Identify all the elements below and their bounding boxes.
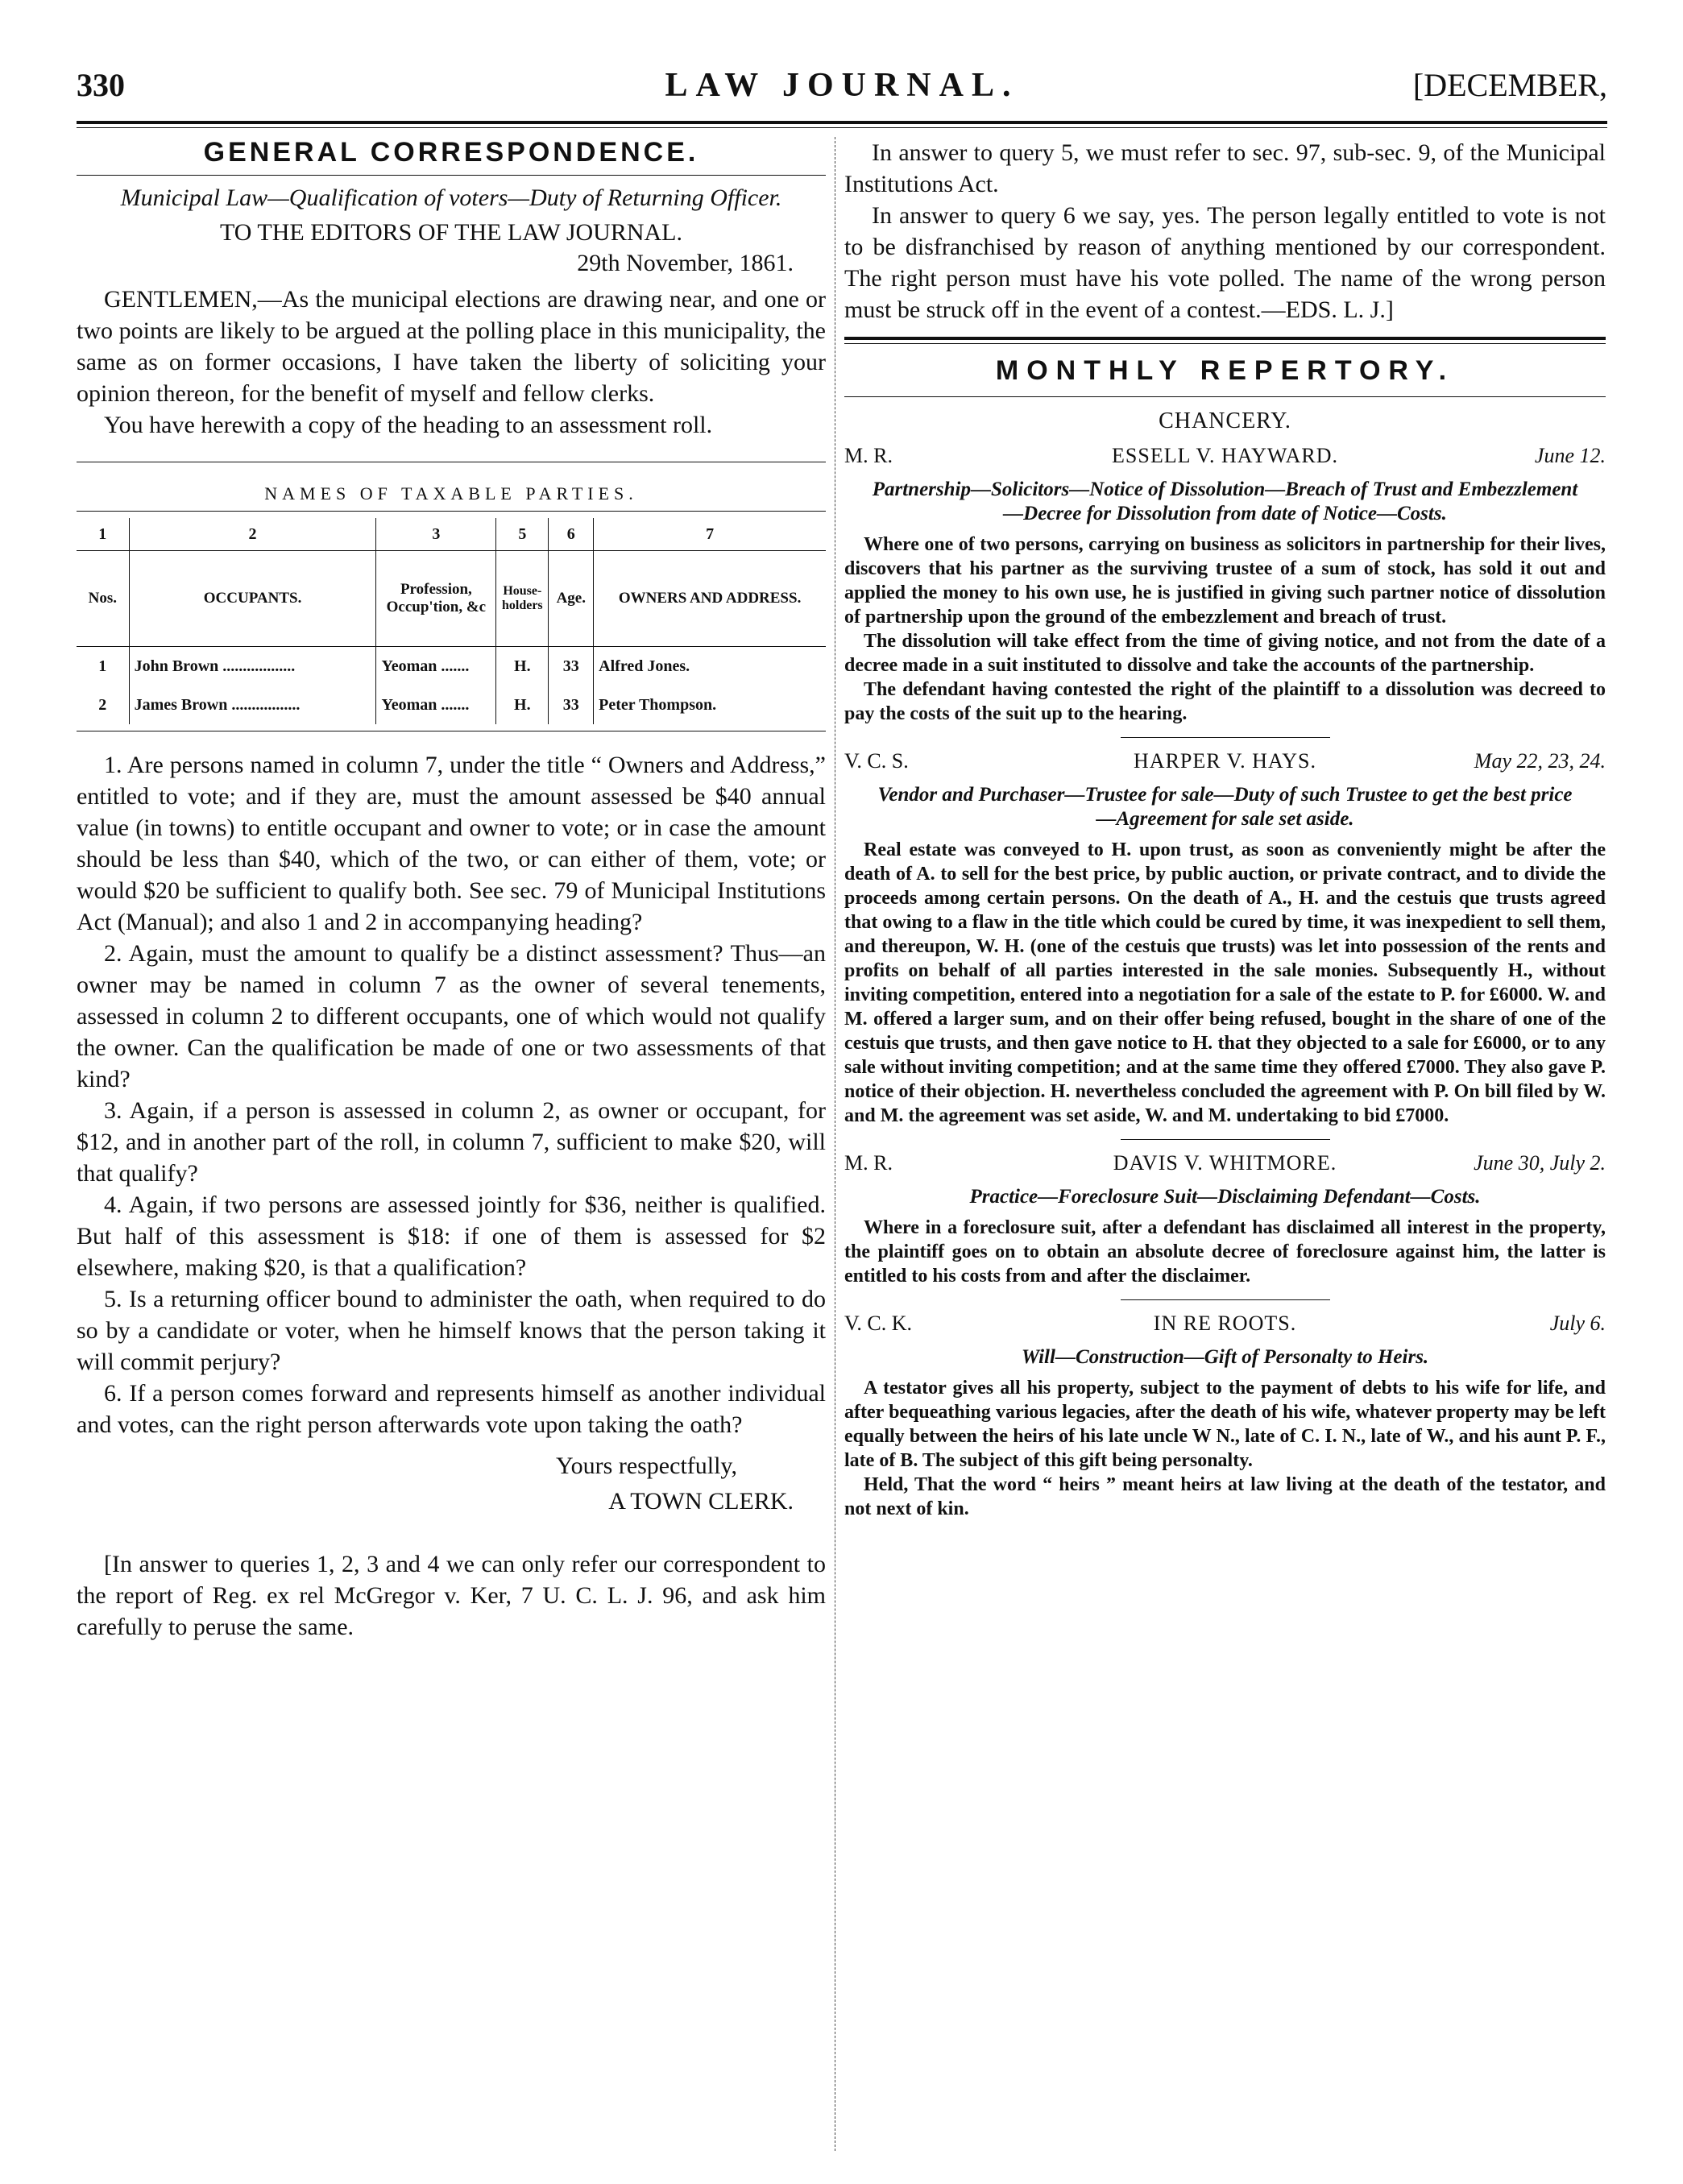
query-3: 3. Again, if a person is assessed in column 2, as owner or occupant, for $12, and in another part of the roll, in column 7, sufficient to make $20, will that qualify? [77, 1097, 826, 1187]
case-date: June 12. [1534, 444, 1606, 467]
editors-answer: [In answer to queries 1, 2, 3 and 4 we can only refer our correspondent to the report of Reg. ex rel McGregor v. Ker, 7 U. C. L. J. 96, and ask him carefully to peruse the same. [77, 1551, 826, 1640]
case-paragraph: Where one of two persons, carrying on business as solicitors in partnership for their lives, discovers that his partner as the surviving trustee of a sum of stock, has sold it out and applied the money to his own use, he is justified in giving such partner notice of dissolution of partnership upon the ground of the embezzlement and breach of trust. [844, 534, 1606, 628]
table-cell: Yeoman ....... [376, 686, 496, 724]
journal-title: LAW JOURNAL. [665, 67, 1019, 104]
table-header: Age. [549, 551, 594, 647]
case-paragraph: Where in a foreclosure suit, after a defendant has disclaimed all interest in the property, the plaintiff goes on to obtain an absolute decree of foreclosure against him, the latter is entitled to his costs from and after the disclaimer. [844, 1217, 1606, 1287]
case-catchwords: Will—Construction—Gift of Personalty to Heirs. [1021, 1346, 1429, 1368]
table-header: OCCUPANTS. [129, 551, 376, 647]
table-cell: 5 [496, 518, 549, 551]
case-name: ESSELL V. HAYWARD. [1112, 444, 1338, 467]
table-cell: 1 [98, 657, 107, 675]
table-cell: Peter Thompson. [594, 686, 826, 724]
case-court: M. R. [844, 1151, 893, 1175]
query-4: 4. Again, if two persons are assessed jointly for $36, neither is qualified. But half of this assessment is $18: if one of them is assessed for $2 elsewhere, making $20, is that a qualification? [77, 1191, 826, 1281]
case-divider [1121, 737, 1330, 738]
table-column-numbers [77, 518, 826, 551]
section-rule-thin [844, 343, 1606, 344]
case-name: DAVIS V. WHITMORE. [1113, 1151, 1337, 1175]
month-label: [DECEMBER, [1412, 67, 1607, 103]
table-header: Profession, Occup'tion, &c [376, 551, 496, 647]
page-number: 330 [77, 67, 125, 103]
table-row [77, 647, 826, 686]
table-cell: 6 [549, 518, 594, 551]
table-rule [77, 511, 826, 512]
table-cell: 2 [98, 695, 107, 714]
section-title-correspondence: GENERAL CORRESPONDENCE. [203, 137, 699, 168]
right-column [844, 137, 1606, 1521]
chancery-heading: CHANCERY. [1159, 408, 1291, 433]
case-court: V. C. S. [844, 749, 909, 773]
letter-date: 29th November, 1861. [577, 250, 794, 276]
query-5: 5. Is a returning officer bound to administer the oath, when required to do so by a candidate or voter, when he himself knows that the person taking it will commit perjury? [77, 1286, 826, 1375]
case-divider [1121, 1139, 1330, 1140]
table-header-row [77, 551, 826, 647]
table-cell: James Brown ................. [129, 686, 376, 724]
query-6: 6. If a person comes forward and represents himself as another individual and votes, can the right person afterwards vote upon taking the oath? [77, 1380, 826, 1438]
case-paragraph: Held, That the word “ heirs ” meant heirs at law living at the death of the testator, and not next of kin. [844, 1474, 1606, 1519]
table-header: OWNERS AND ADDRESS. [594, 551, 826, 647]
answer-5: In answer to query 5, we must refer to sec. 97, sub-sec. 9, of the Municipal Institutions Act. [844, 139, 1606, 197]
table-cell: H. [496, 647, 549, 686]
signer: A TOWN CLERK. [608, 1488, 794, 1515]
case-date: June 30, July 2. [1474, 1151, 1606, 1175]
table-cell: John Brown .................. [129, 647, 376, 686]
table-cell: 1 [77, 518, 129, 551]
table-header: House-holders [496, 551, 549, 647]
table-header: Nos. [77, 551, 129, 647]
case-paragraph: Real estate was conveyed to H. upon trust, as soon as conveniently might be after the death of A. to sell for the best price, by public auction, or private contract, and to divide the proceeds among certain persons. On the death of A., H. and the cestuis que trusts agreed that owing to a flaw in the title which could be cured by time, it was inexpedient to sell them, and thereupon, W. H. (one of the cestuis que trusts) was let into possession of the rents and profits on behalf of all parties interested in the sale monies. Subsequently H., without inviting competition, entered into a negotiation for a sale of the estate to P. for £6000. W. and M. offered a larger sum, and on their offer being refused, bought in the share of one of the cestuis que trusts, and then gave notice to H. that they objected to a sale for £6000, or to any sale without inviting competition; and at the same time they offered £7000. They also gave P. notice of their objection. H. nevertheless concluded the agreement with P. On bill filed by W. and M. the agreement was set aside, W. and M. undertaking to bid £7000. [844, 839, 1606, 1126]
table-cell: 3 [376, 518, 496, 551]
table-cell: 33 [549, 686, 594, 724]
case-date: July 6. [1549, 1312, 1606, 1335]
case-header [844, 1312, 1606, 1342]
header-rule-thin [77, 127, 1607, 128]
answer-6: In answer to query 6 we say, yes. The person legally entitled to vote is not to be disfranchised by reason of anything mentioned by our correspondent. The right person must have his vote polled. The name of the wrong person must be struck off in the event of a contest.—EDS. L. J.] [844, 202, 1606, 323]
table-cell: Alfred Jones. [594, 647, 826, 686]
to-editors: TO THE EDITORS OF THE LAW JOURNAL. [220, 219, 682, 246]
table-cell: 33 [549, 647, 594, 686]
case-header [844, 749, 1606, 780]
case-divider [1121, 1299, 1330, 1300]
case-court: V. C. K. [844, 1312, 913, 1335]
case-catchwords: Practice—Foreclosure Suit—Disclaiming Defendant—Costs. [969, 1186, 1481, 1208]
case-court: M. R. [844, 444, 893, 467]
case-name: HARPER V. HAYS. [1134, 749, 1316, 773]
section-title-repertory: MONTHLY REPERTORY. [995, 355, 1455, 386]
left-column [77, 137, 826, 1643]
case-paragraph: The defendant having contested the right of the plaintiff to a dissolution was decreed to pay the costs of the suit up to the hearing. [844, 679, 1606, 724]
letter-subtitle: Municipal Law—Qualification of voters—Duty of Returning Officer. [120, 184, 782, 211]
case-date: May 22, 23, 24. [1474, 749, 1606, 773]
table-cell: Yeoman ....... [376, 647, 496, 686]
signoff: Yours respectfully, [556, 1453, 737, 1479]
table-cell: 2 [129, 518, 376, 551]
case-catchwords: Partnership—Solicitors—Notice of Dissolution—Breach of Trust and Embezzlement—Decree for Dissolution from date of Notice—Costs. [872, 479, 1578, 524]
table-row [77, 686, 826, 724]
case-paragraph: The dissolution will take effect from the time of giving notice, and not from the date of a decree made in a suit instituted to dissolve and take the accounts of the partnership. [844, 631, 1606, 676]
case-paragraph: A testator gives all his property, subject to the payment of debts to his wife for life, and after bequeathing various legacies, after the death of his wife, whatever property may be left equally between the heirs of his late uncle W N., late of C. I. N., late of W., and his aunt P. F., late of B. The subject of this gift being personalty. [844, 1378, 1606, 1471]
section-rule [77, 175, 826, 176]
letter-paragraph: GENTLEMEN,—As the municipal elections are drawing near, and one or two points are likely to be argued at the polling place in this municipality, the same as on former occasions, I have taken the liberty of soliciting your opinion thereon, for the benefit of myself and fellow clerks. [77, 286, 826, 407]
case-catchwords: Vendor and Purchaser—Trustee for sale—Duty of such Trustee to get the best price—Agreement for sale set aside. [877, 784, 1573, 830]
query-2: 2. Again, must the amount to qualify be a distinct assessment? Thus—an owner may be named in column 7 as the owner of several tenements, assessed in column 2 to different occupants, one of which would not qualify the owner. Can the qualification be made of one or two assessments of that kind? [77, 940, 826, 1092]
query-1: 1. Are persons named in column 7, under the title “ Owners and Address,” entitled to vote; and if they are, must the amount assessed be $40 annual value (in towns) to entitle occupant and owner to vote; or in case the amount should be less than $40, which of the two, or can either of them, vote; or would $20 be sufficient to qualify both. See sec. 79 of Municipal Institutions Act (Manual); and also 1 and 2 in accompanying heading? [77, 752, 826, 935]
assessment-table [77, 518, 826, 724]
table-caption: NAMES OF TAXABLE PARTIES. [264, 483, 638, 504]
table-cell: H. [496, 686, 549, 724]
letter-paragraph: You have herewith a copy of the heading to an assessment roll. [104, 412, 713, 438]
case-header [844, 1151, 1606, 1182]
running-header [77, 66, 1607, 114]
table-cell: 7 [594, 518, 826, 551]
header-rule-thick [77, 121, 1607, 124]
section-rule [844, 396, 1606, 397]
case-header [844, 444, 1606, 475]
section-rule-thick [844, 337, 1606, 340]
case-name: IN RE ROOTS. [1153, 1312, 1297, 1335]
